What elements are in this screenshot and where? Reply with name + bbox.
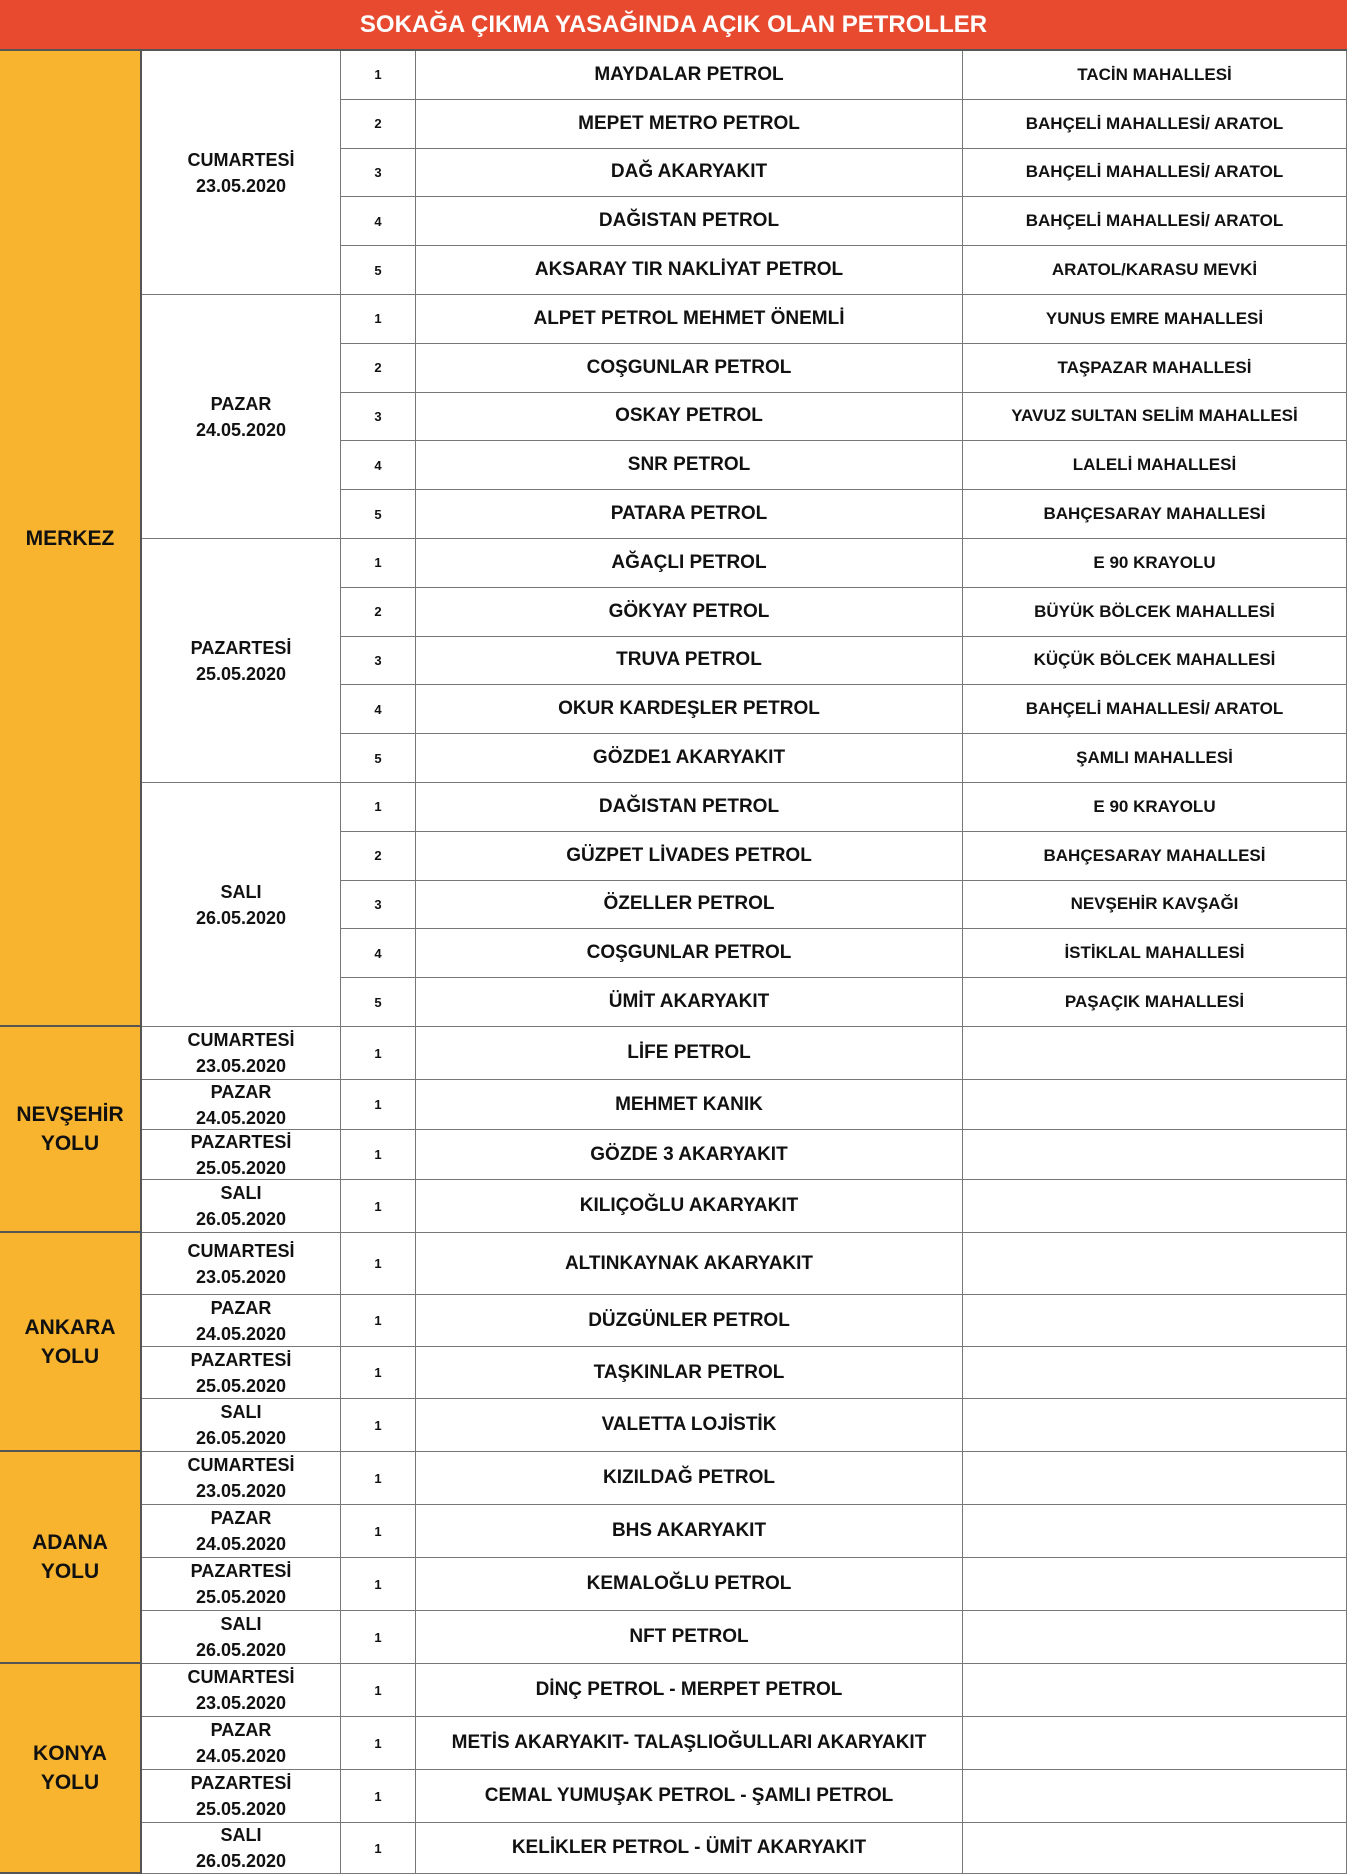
station-name-text: TAŞKINLAR PETROL [593,1361,785,1383]
day-name: CUMARTESİ [187,1240,295,1261]
day-cell [142,1558,341,1611]
station-name-text: KEMALOĞLU PETROL [586,1573,792,1594]
region-cell [0,1233,142,1452]
region-cell [0,1452,142,1664]
station-name-text: COŞGUNLAR PETROL [586,356,792,378]
station-number [341,490,416,539]
day-name: SALI [220,1614,262,1634]
station-location [963,1717,1347,1770]
station-name-text: KELİKLER PETROL - ÜMİT AKARYAKIT [511,1837,867,1858]
station-location-text: ARATOL/KARASU MEVKİ [1051,260,1258,280]
day-cell [142,1452,341,1505]
day-name: CUMARTESİ [187,1030,295,1050]
station-number-text: 5 [374,506,382,522]
station-number-text: 4 [374,945,382,961]
day-date: 26.05.2020 [195,907,287,928]
region-cell [0,51,142,1027]
station-location-text: TAŞPAZAR MAHALLESİ [1057,357,1252,377]
station-name [416,246,963,295]
station-name-text: NFT PETROL [629,1626,749,1647]
station-name-text: OSKAY PETROL [615,405,763,427]
station-number [341,344,416,393]
station-number [341,1399,416,1452]
station-number [341,588,416,637]
station-number [341,1717,416,1770]
station-location [963,881,1347,930]
station-location [963,1347,1347,1399]
station-number [341,783,416,832]
station-number [341,1080,416,1130]
day-date: 23.05.2020 [195,175,287,196]
day-name: CUMARTESİ [187,149,295,170]
station-location-text: BAHÇESARAY MAHALLESİ [1043,504,1266,524]
station-number-text: 2 [374,604,382,620]
station-number [341,832,416,881]
station-name-text: GÜZPET LİVADES PETROL [566,844,812,866]
day-date: 24.05.2020 [195,1323,287,1344]
station-location-text: E 90 KRAYOLU [1093,796,1216,816]
station-location [963,344,1347,393]
station-number-text: 1 [374,1788,382,1804]
station-location-text: E 90 KRAYOLU [1093,552,1216,572]
station-number-text: 3 [374,896,382,912]
day-cell [142,1823,341,1874]
station-number [341,51,416,100]
station-name-text: KIZILDAĞ PETROL [602,1467,776,1488]
station-name [416,832,963,881]
station-number-text: 1 [374,1417,382,1433]
station-name-text: DİNÇ PETROL - MERPET PETROL [535,1679,843,1700]
station-name [416,344,963,393]
station-name [416,1452,963,1505]
station-number-text: 1 [374,1840,382,1856]
station-location [963,929,1347,978]
station-name [416,783,963,832]
station-name [416,929,963,978]
station-name [416,978,963,1027]
station-name [416,1611,963,1664]
station-name-text: MAYDALAR PETROL [594,63,784,85]
station-location [963,295,1347,344]
day-date: 26.05.2020 [195,1428,287,1448]
day-cell [142,1770,341,1823]
station-number [341,685,416,734]
day-name: PAZARTESİ [190,637,292,658]
station-location [963,1664,1347,1717]
day-cell [142,1295,341,1347]
station-name [416,1770,963,1823]
station-name [416,881,963,930]
station-number [341,441,416,490]
station-name [416,1295,963,1347]
day-date: 23.05.2020 [195,1266,287,1287]
station-number-text: 5 [374,262,382,278]
region-name: NEVŞEHİR YOLU [16,1103,124,1155]
day-date: 26.05.2020 [195,1640,287,1660]
station-location [963,197,1347,246]
station-location-text: BAHÇELİ MAHALLESİ/ ARATOL [1025,211,1284,231]
station-location-text: NEVŞEHİR KAVŞAĞI [1070,894,1239,914]
station-number [341,100,416,149]
day-cell [142,1399,341,1452]
station-name [416,1558,963,1611]
day-date: 25.05.2020 [195,1587,287,1607]
station-name-text: ALTINKAYNAK AKARYAKIT [564,1252,814,1274]
station-location [963,1399,1347,1452]
station-location-text: BAHÇELİ MAHALLESİ/ ARATOL [1025,699,1284,719]
station-number-text: 2 [374,116,382,132]
station-number [341,637,416,686]
station-location [963,1823,1347,1874]
station-number-text: 1 [374,1365,382,1380]
day-date: 24.05.2020 [195,1534,287,1554]
station-name [416,1080,963,1130]
station-location [963,1180,1347,1233]
day-date: 25.05.2020 [195,1375,287,1396]
day-name: SALI [220,1402,262,1422]
station-number-text: 2 [374,848,382,864]
day-name: PAZAR [210,1081,272,1102]
station-name-text: METİS AKARYAKIT- TALAŞLIOĞULLARI AKARYAKIT [451,1732,927,1753]
station-location [963,100,1347,149]
day-date: 24.05.2020 [195,419,287,440]
station-number-text: 1 [374,1045,382,1061]
station-number-text: 1 [374,1198,382,1214]
day-cell [142,1027,341,1080]
station-name [416,1664,963,1717]
station-number [341,734,416,783]
day-cell [142,1130,341,1180]
station-number [341,295,416,344]
station-location [963,539,1347,588]
station-number-text: 4 [374,213,382,229]
station-number-text: 3 [374,652,382,668]
station-number-text: 4 [374,457,382,473]
station-name [416,100,963,149]
station-name-text: MEHMET KANIK [615,1093,763,1115]
station-name-text: VALETTA LOJİSTİK [601,1414,777,1435]
station-location [963,1233,1347,1295]
day-name: CUMARTESİ [187,1455,295,1475]
station-name [416,637,963,686]
station-name [416,1180,963,1233]
station-number-text: 1 [374,1470,382,1486]
day-name: SALI [220,881,262,902]
station-number [341,1130,416,1180]
station-name [416,149,963,198]
station-name-text: TRUVA PETROL [616,649,762,671]
station-number-text: 1 [374,1147,382,1162]
station-location-text: İSTİKLAL MAHALLESİ [1064,943,1245,963]
station-location-text: ŞAMLI MAHALLESİ [1076,748,1233,768]
station-name [416,1347,963,1399]
region-name: KONYA YOLU [33,1742,107,1794]
station-name-text: LİFE PETROL [627,1042,751,1063]
region-name: ADANA YOLU [32,1531,108,1583]
station-number-text: 1 [374,1682,382,1698]
station-name-text: DAĞ AKARYAKIT [610,161,768,183]
station-name-text: PATARA PETROL [610,503,768,525]
station-location [963,1611,1347,1664]
station-name-text: BHS AKARYAKIT [611,1520,767,1541]
station-name-text: ÜMİT AKARYAKIT [608,991,770,1013]
station-location [963,783,1347,832]
station-location [963,1558,1347,1611]
station-number-text: 1 [374,67,382,83]
station-number-text: 1 [374,799,382,815]
day-cell [142,1347,341,1399]
station-name-text: GÖZDE1 AKARYAKIT [592,747,786,769]
station-number-text: 3 [374,164,382,180]
page-title: SOKAĞA ÇIKMA YASAĞINDA AÇIK OLAN PETROLLER [0,0,1347,51]
station-number [341,1180,416,1233]
day-cell [142,1180,341,1233]
station-number [341,978,416,1027]
station-name [416,441,963,490]
station-number-text: 1 [374,1576,382,1592]
station-number [341,1452,416,1505]
station-name [416,685,963,734]
station-number [341,1347,416,1399]
day-name: PAZAR [210,393,272,414]
day-date: 25.05.2020 [195,663,287,684]
station-location [963,832,1347,881]
day-cell [142,1717,341,1770]
station-number-text: 1 [374,555,382,571]
station-location [963,246,1347,295]
station-name [416,51,963,100]
station-name-text: KILIÇOĞLU AKARYAKIT [579,1195,799,1216]
station-name [416,588,963,637]
station-number-text: 1 [374,1629,382,1645]
station-location [963,490,1347,539]
station-name [416,197,963,246]
station-number [341,1664,416,1717]
station-number-text: 1 [374,1256,382,1271]
day-date: 23.05.2020 [195,1056,287,1076]
station-location-text: BÜYÜK BÖLCEK MAHALLESİ [1034,601,1275,621]
station-name [416,539,963,588]
day-name: PAZARTESİ [190,1561,292,1581]
station-location [963,1770,1347,1823]
station-name-text: GÖZDE 3 AKARYAKIT [590,1143,788,1165]
station-number [341,539,416,588]
station-name [416,1027,963,1080]
station-name [416,295,963,344]
day-cell [142,539,341,783]
station-number-text: 5 [374,994,382,1010]
region-cell [0,1664,142,1874]
station-number-text: 1 [374,1097,382,1112]
station-location [963,1130,1347,1180]
station-location-text: LALELİ MAHALLESİ [1072,455,1237,475]
station-location [963,1027,1347,1080]
station-name-text: ÖZELLER PETROL [603,893,775,915]
station-name-text: DAĞISTAN PETROL [598,795,780,817]
station-name [416,1717,963,1770]
station-number [341,393,416,442]
station-location [963,441,1347,490]
region-name: MERKEZ [25,526,115,550]
station-name [416,1399,963,1452]
station-location-text: BAHÇELİ MAHALLESİ/ ARATOL [1025,113,1284,133]
station-number-text: 4 [374,701,382,717]
station-location [963,393,1347,442]
station-name [416,1823,963,1874]
station-name [416,734,963,783]
station-name [416,1233,963,1295]
day-date: 26.05.2020 [195,1851,287,1871]
station-name-text: COŞGUNLAR PETROL [586,942,792,964]
station-number [341,149,416,198]
day-cell [142,1611,341,1664]
station-name-text: AĞAÇLI PETROL [611,551,767,573]
station-name [416,393,963,442]
station-number [341,1505,416,1558]
day-name: PAZARTESİ [190,1773,292,1793]
day-cell [142,1505,341,1558]
station-location [963,1295,1347,1347]
station-location [963,149,1347,198]
station-number-text: 1 [374,1523,382,1539]
station-name-text: AKSARAY TIR NAKLİYAT PETROL [534,259,844,281]
station-number-text: 1 [374,1735,382,1751]
day-date: 25.05.2020 [195,1799,287,1819]
station-number [341,929,416,978]
station-number-text: 3 [374,408,382,424]
station-name [416,1130,963,1180]
station-number-text: 1 [374,1313,382,1328]
station-location [963,1452,1347,1505]
station-name [416,490,963,539]
day-date: 24.05.2020 [195,1107,287,1128]
station-location [963,1080,1347,1130]
station-name-text: ALPET PETROL MEHMET ÖNEMLİ [533,307,845,329]
station-location-text: BAHÇELİ MAHALLESİ/ ARATOL [1025,162,1284,182]
station-location [963,734,1347,783]
station-number-text: 5 [374,750,382,766]
station-number [341,1558,416,1611]
station-name-text: OKUR KARDEŞLER PETROL [558,698,820,720]
station-name-text: CEMAL YUMUŞAK PETROL - ŞAMLI PETROL [484,1785,894,1806]
station-number [341,881,416,930]
region-name: ANKARA YOLU [24,1315,116,1368]
day-name: PAZARTESİ [190,1349,292,1370]
day-name: SALI [220,1183,262,1203]
day-date: 23.05.2020 [195,1693,287,1713]
day-cell [142,51,341,295]
day-name: PAZAR [210,1297,272,1318]
day-cell [142,295,341,539]
station-location [963,685,1347,734]
station-location [963,637,1347,686]
station-location-text: KÜÇÜK BÖLCEK MAHALLESİ [1033,650,1276,670]
station-name-text: MEPET METRO PETROL [578,112,800,134]
station-location [963,51,1347,100]
day-name: PAZARTESİ [190,1131,292,1152]
day-cell [142,783,341,1027]
station-name-text: SNR PETROL [627,454,751,476]
station-number [341,1611,416,1664]
day-date: 24.05.2020 [195,1746,287,1766]
station-location-text: YAVUZ SULTAN SELİM MAHALLESİ [1011,406,1298,426]
station-location [963,588,1347,637]
day-cell [142,1664,341,1717]
station-number [341,197,416,246]
station-name [416,1505,963,1558]
day-name: PAZAR [210,1720,272,1740]
day-date: 26.05.2020 [195,1209,287,1229]
station-number [341,1027,416,1080]
station-number-text: 1 [374,311,382,327]
station-number [341,1233,416,1295]
day-date: 25.05.2020 [195,1157,287,1178]
station-location-text: BAHÇESARAY MAHALLESİ [1043,845,1266,865]
station-location [963,1505,1347,1558]
day-date: 23.05.2020 [195,1481,287,1501]
station-location-text: TACİN MAHALLESİ [1077,64,1232,84]
station-location-text: PAŞAÇIK MAHALLESİ [1064,992,1245,1012]
station-number-text: 2 [374,360,382,376]
station-number [341,1295,416,1347]
day-name: CUMARTESİ [187,1667,295,1687]
day-cell [142,1080,341,1130]
station-name-text: GÖKYAY PETROL [608,600,770,622]
station-number [341,1770,416,1823]
station-number [341,1823,416,1874]
day-name: PAZAR [210,1508,272,1528]
station-location-text: YUNUS EMRE MAHALLESİ [1045,308,1264,328]
station-name-text: DAĞISTAN PETROL [598,210,780,232]
day-name: SALI [220,1825,262,1845]
station-location [963,978,1347,1027]
station-number [341,246,416,295]
station-name-text: DÜZGÜNLER PETROL [588,1309,790,1331]
region-cell [0,1027,142,1233]
day-cell [142,1233,341,1295]
